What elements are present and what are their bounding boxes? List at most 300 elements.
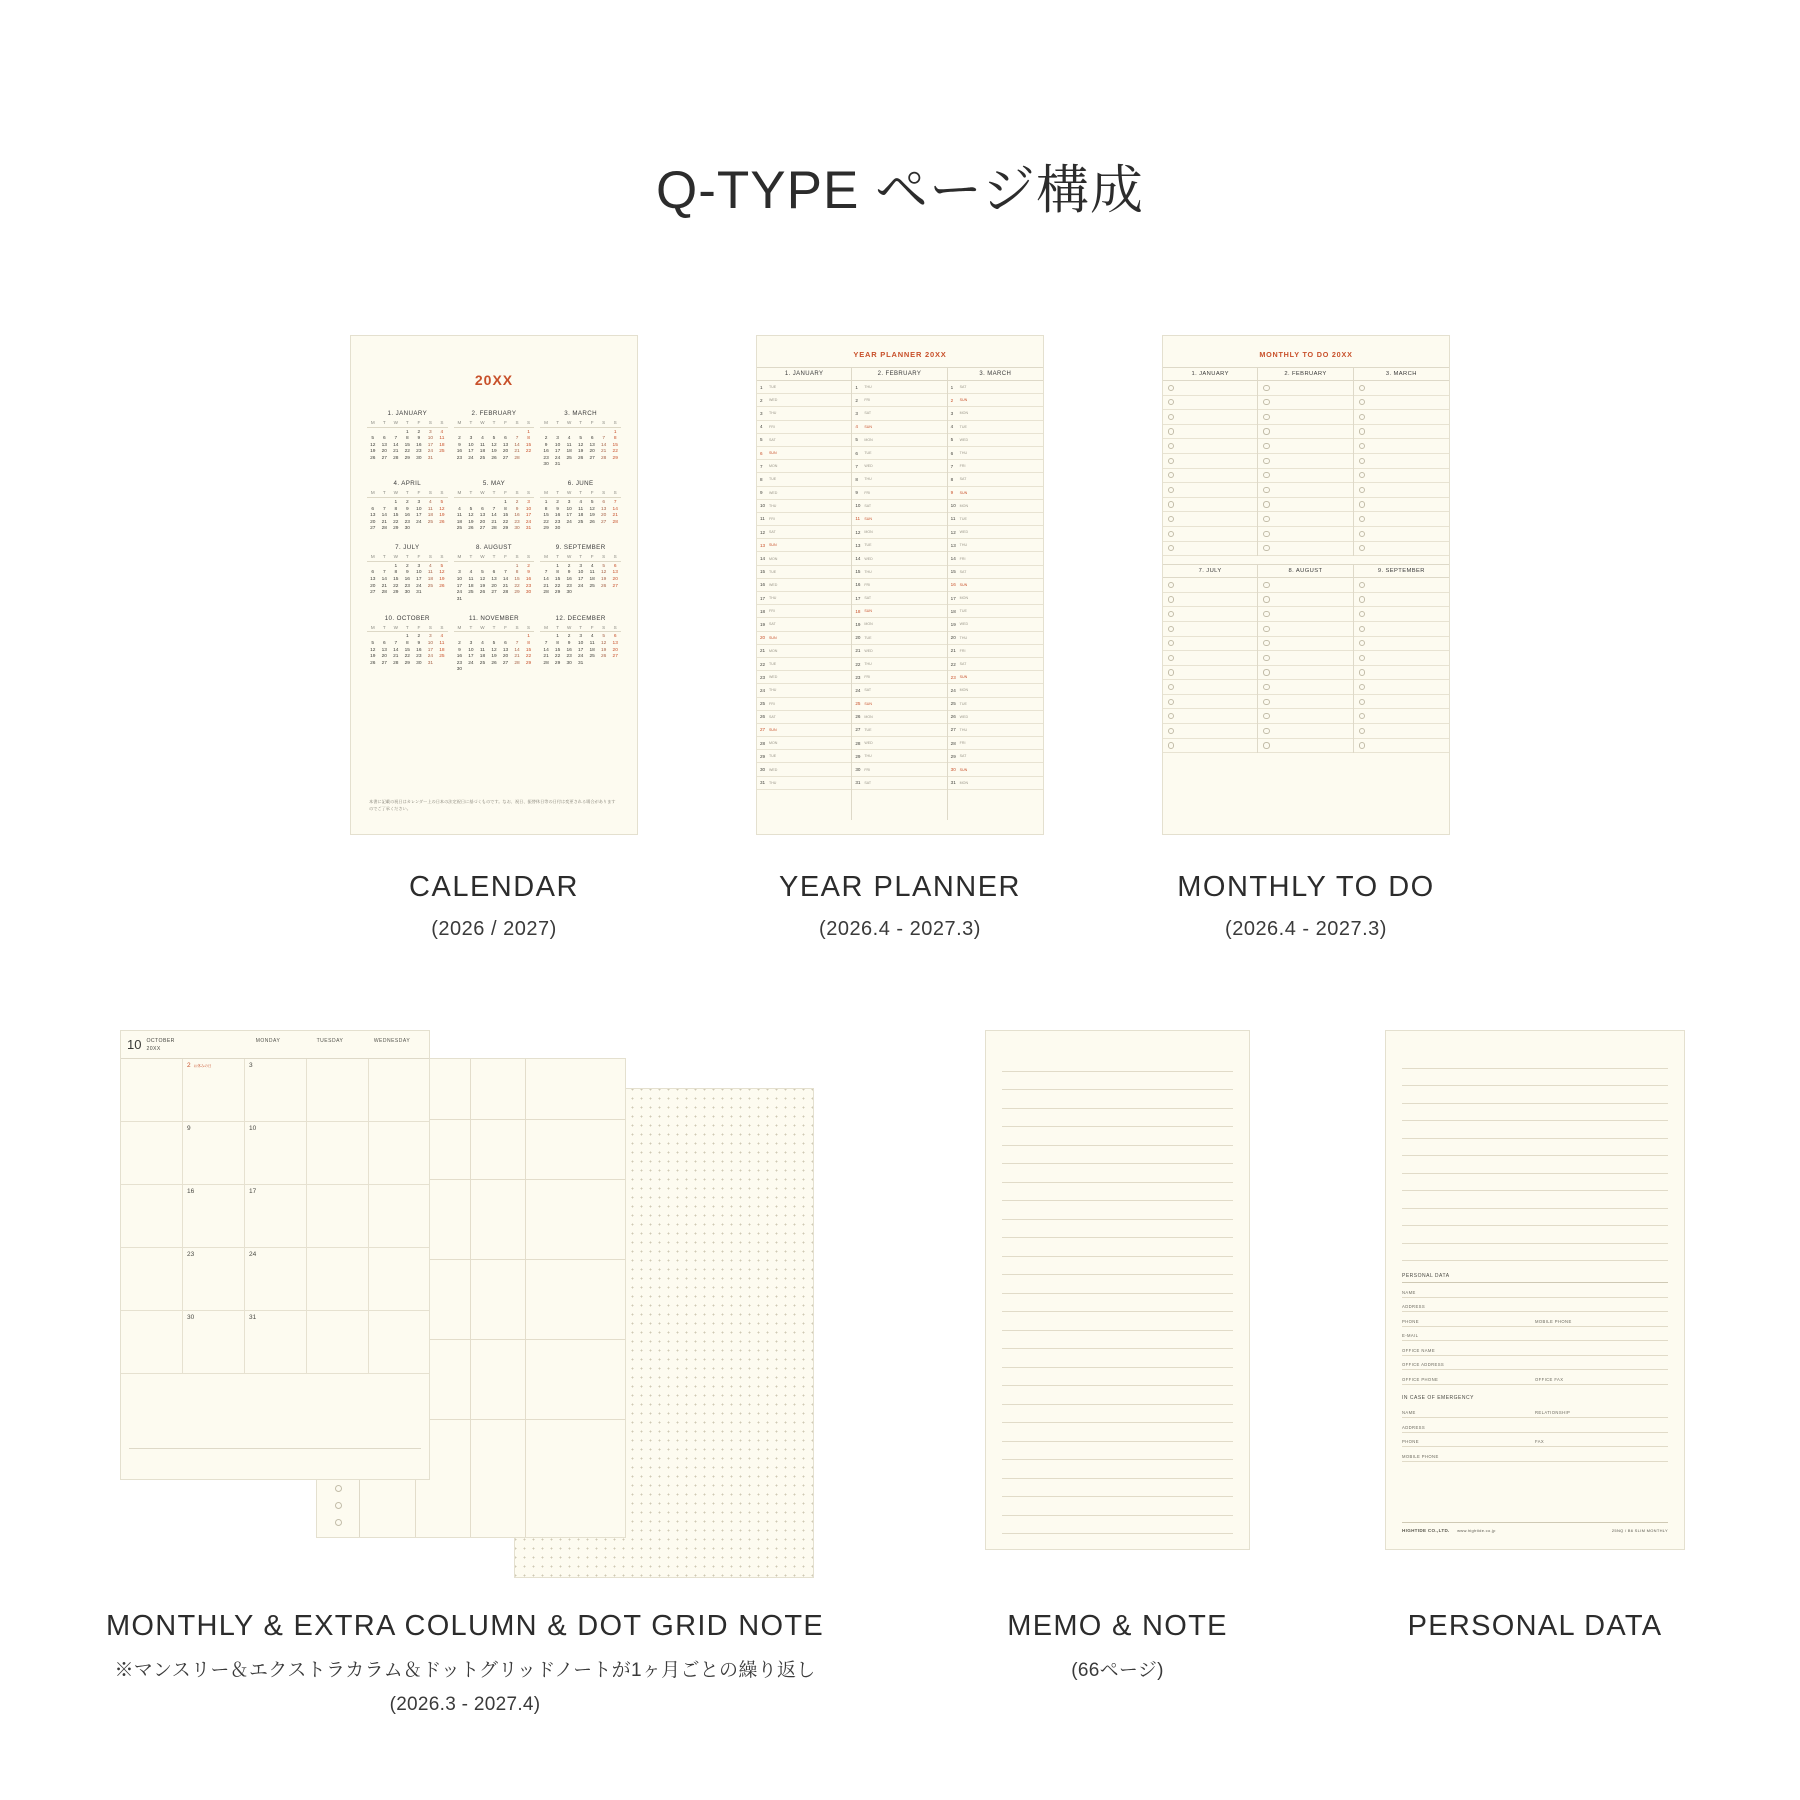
personal-data-field-label	[1535, 1348, 1668, 1353]
checkbox-circle-icon[interactable]	[1359, 611, 1365, 617]
personal-data-field-row[interactable]	[1402, 1356, 1668, 1371]
checkbox-circle-icon[interactable]	[1359, 669, 1365, 675]
monthly-todo-column	[1354, 381, 1449, 556]
monthly-day-cell[interactable]: 3	[245, 1059, 307, 1121]
checkbox-circle-icon[interactable]	[1359, 472, 1365, 478]
checkbox-circle-icon[interactable]	[1168, 472, 1174, 478]
monthly-todo-line[interactable]	[1163, 498, 1257, 513]
year-planner-row: 11 TUE	[948, 513, 1043, 526]
year-planner-row: 1 SAT	[948, 381, 1043, 394]
monthly-todo-line[interactable]	[1163, 512, 1257, 527]
personal-data-rule-line[interactable]	[1402, 1121, 1668, 1139]
checkbox-circle-icon[interactable]	[1359, 399, 1365, 405]
monthly-todo-line[interactable]	[1258, 454, 1352, 469]
personal-data-field-row[interactable]	[1402, 1283, 1668, 1298]
personal-data-rule-line[interactable]	[1402, 1244, 1668, 1262]
mini-month-name: 12. DECEMBER	[555, 614, 606, 622]
monthly-todo-line[interactable]	[1258, 527, 1352, 542]
personal-data-rule-line[interactable]	[1402, 1139, 1668, 1157]
footer-product-code: 25NQ / B6 SLIM MONTHLY	[1611, 1528, 1668, 1533]
monthly-todo-line[interactable]	[1354, 593, 1449, 608]
year-planner-row: 25 SUN	[852, 698, 946, 711]
monthly-todo-line[interactable]	[1258, 381, 1352, 396]
checkbox-circle-icon[interactable]	[1168, 611, 1174, 617]
personal-data-page-preview	[1385, 1030, 1685, 1550]
personal-data-top-rules	[1386, 1031, 1684, 1261]
monthly-todo-line[interactable]	[1258, 512, 1352, 527]
monthly-todo-line[interactable]	[1354, 651, 1449, 666]
subcaption-monthly-extra-dot: ※マンスリー＆エクストラカラム＆ドットグリッドノートが1ヶ月ごとの繰り返し	[114, 1660, 816, 1681]
monthly-todo-line[interactable]	[1354, 483, 1449, 498]
monthly-todo-line[interactable]	[1258, 666, 1352, 681]
monthly-todo-line[interactable]	[1258, 739, 1352, 754]
monthly-todo-line[interactable]	[1163, 483, 1257, 498]
memo-rule-line[interactable]	[1002, 1460, 1233, 1479]
year-planner-row: 20 TUE	[852, 632, 946, 645]
checkbox-circle-icon[interactable]	[1168, 713, 1174, 719]
monthly-todo-line[interactable]	[1354, 512, 1449, 527]
monthly-todo-line[interactable]	[1163, 666, 1257, 681]
memo-rule-line[interactable]	[1002, 1516, 1233, 1535]
monthly-todo-line[interactable]	[1163, 709, 1257, 724]
monthly-todo-line[interactable]	[1354, 381, 1449, 396]
monthly-week-row	[121, 1059, 429, 1122]
mini-month-name: 8. AUGUST	[476, 544, 512, 552]
monthly-day-cell[interactable]: 10	[245, 1122, 307, 1184]
personal-data-field-label	[1535, 1425, 1668, 1430]
checkbox-circle-icon[interactable]	[1359, 684, 1365, 690]
monthly-day-cell[interactable]	[369, 1059, 430, 1121]
checkbox-circle-icon[interactable]	[1263, 713, 1269, 719]
checkbox-circle-icon[interactable]	[1263, 742, 1269, 748]
monthly-todo-line[interactable]	[1354, 680, 1449, 695]
year-planner-row: 31 MON	[948, 777, 1043, 790]
memo-rule-line[interactable]	[1002, 1312, 1233, 1331]
monthly-todo-line[interactable]	[1354, 425, 1449, 440]
monthly-todo-header-row	[1163, 564, 1449, 578]
monthly-day-cell[interactable]: 30	[183, 1311, 245, 1373]
checkbox-circle-icon[interactable]	[335, 1537, 342, 1538]
memo-rule-line[interactable]	[1002, 1220, 1233, 1239]
personal-data-field-label: OFFICE ADDRESS	[1402, 1362, 1445, 1367]
memo-rule-line[interactable]	[1002, 1164, 1233, 1183]
monthly-day-cell[interactable]: 2 お休みの日	[183, 1059, 245, 1121]
monthly-todo-line[interactable]	[1258, 578, 1352, 593]
monthly-todo-line[interactable]	[1258, 410, 1352, 425]
year-planner-row: 23 SUN	[948, 671, 1043, 684]
monthly-todo-line[interactable]	[1354, 542, 1449, 557]
monthly-todo-line[interactable]	[1163, 622, 1257, 637]
personal-data-rule-line[interactable]	[1402, 1209, 1668, 1227]
personal-data-rule-line[interactable]	[1402, 1226, 1668, 1244]
personal-data-rule-line[interactable]	[1402, 1086, 1668, 1104]
monthly-todo-line[interactable]	[1163, 695, 1257, 710]
checkbox-circle-icon[interactable]	[1359, 531, 1365, 537]
monthly-day-cell[interactable]	[369, 1311, 430, 1373]
memo-rule-line[interactable]	[1002, 1109, 1233, 1128]
monthly-todo-line[interactable]	[1258, 637, 1352, 652]
monthly-todo-line[interactable]	[1354, 695, 1449, 710]
checkbox-circle-icon[interactable]	[1168, 596, 1174, 602]
personal-data-field-row[interactable]	[1402, 1370, 1668, 1385]
checkbox-circle-icon[interactable]	[1263, 626, 1269, 632]
monthly-todo-line[interactable]	[1354, 739, 1449, 754]
personal-data-field-label	[1535, 1362, 1668, 1367]
monthly-todo-line[interactable]	[1354, 637, 1449, 652]
monthly-todo-line[interactable]	[1163, 396, 1257, 411]
personal-data-field-row[interactable]	[1402, 1341, 1668, 1356]
checkbox-circle-icon[interactable]	[1263, 640, 1269, 646]
checkbox-circle-icon[interactable]	[1359, 443, 1365, 449]
monthly-todo-line[interactable]	[1354, 396, 1449, 411]
memo-rule-line[interactable]	[1002, 1405, 1233, 1424]
monthly-day-cell[interactable]: 16	[183, 1185, 245, 1247]
checkbox-circle-icon[interactable]	[1263, 531, 1269, 537]
checkbox-circle-icon[interactable]	[1263, 487, 1269, 493]
memo-rule-line[interactable]	[1002, 1127, 1233, 1146]
year-planner-row: 20 THU	[948, 632, 1043, 645]
checkbox-circle-icon[interactable]	[1359, 385, 1365, 391]
memo-rule-line[interactable]	[1002, 1534, 1233, 1550]
monthly-day-cell[interactable]: 9	[183, 1122, 245, 1184]
monthly-todo-line[interactable]	[1354, 498, 1449, 513]
checkbox-circle-icon[interactable]	[1359, 655, 1365, 661]
monthly-todo-line[interactable]	[1163, 578, 1257, 593]
monthly-todo-line[interactable]	[1354, 666, 1449, 681]
monthly-day-cell[interactable]: 17	[245, 1185, 307, 1247]
mini-month	[454, 480, 535, 531]
monthly-todo-line[interactable]	[1258, 425, 1352, 440]
monthly-day-cell[interactable]: 23	[183, 1248, 245, 1310]
page-title: Q-TYPE ページ構成	[656, 161, 1144, 220]
checkbox-circle-icon[interactable]	[1168, 655, 1174, 661]
memo-rule-line[interactable]	[1002, 1275, 1233, 1294]
mini-month-dow: M T W T F S S	[454, 420, 535, 428]
checkbox-circle-icon[interactable]	[1359, 501, 1365, 507]
checkbox-circle-icon[interactable]	[1263, 414, 1269, 420]
monthly-day-cell[interactable]: 31	[245, 1311, 307, 1373]
monthly-todo-line[interactable]	[1258, 483, 1352, 498]
checkbox-circle-icon[interactable]	[1359, 699, 1365, 705]
monthly-todo-line[interactable]	[1163, 425, 1257, 440]
monthly-todo-line[interactable]	[1258, 709, 1352, 724]
year-planner-row: 29 TUE	[757, 750, 851, 763]
memo-rule-line[interactable]	[1002, 1090, 1233, 1109]
monthly-todo-line[interactable]	[1163, 637, 1257, 652]
checkbox-circle-icon[interactable]	[1263, 458, 1269, 464]
monthly-todo-line[interactable]	[1163, 593, 1257, 608]
monthly-day-cell[interactable]	[369, 1248, 430, 1310]
row-top	[0, 335, 1800, 955]
year-planner-row: 2 FRI	[852, 394, 946, 407]
checkbox-circle-icon[interactable]	[1168, 626, 1174, 632]
monthly-todo-line[interactable]	[1354, 439, 1449, 454]
year-planner-row: 10 THU	[757, 500, 851, 513]
checkbox-circle-icon[interactable]	[1359, 545, 1365, 551]
monthly-todo-line[interactable]	[1354, 607, 1449, 622]
monthly-todo-line[interactable]	[1354, 709, 1449, 724]
checkbox-circle-icon[interactable]	[1263, 669, 1269, 675]
checkbox-circle-icon[interactable]	[1359, 487, 1365, 493]
checkbox-circle-icon[interactable]	[1263, 472, 1269, 478]
personal-data-field-row[interactable]	[1402, 1418, 1668, 1433]
checkbox-circle-icon[interactable]	[1168, 458, 1174, 464]
checkbox-circle-icon[interactable]	[1359, 414, 1365, 420]
checkbox-circle-icon[interactable]	[1263, 385, 1269, 391]
caption-monthly-extra-dot-wrap	[0, 1610, 930, 1716]
monthly-todo-line[interactable]	[1258, 724, 1352, 739]
checkbox-circle-icon[interactable]	[1168, 414, 1174, 420]
year-planner-row: 15 TUE	[757, 566, 851, 579]
monthly-todo-line[interactable]	[1354, 469, 1449, 484]
year-planner-row: 27 SUN	[757, 724, 851, 737]
memo-rule-line[interactable]	[1002, 1183, 1233, 1202]
mini-month	[367, 615, 448, 672]
monthly-todo-line[interactable]	[1163, 469, 1257, 484]
personal-data-field-label: FAX	[1535, 1439, 1545, 1444]
checkbox-circle-icon[interactable]	[1263, 545, 1269, 551]
monthly-todo-line[interactable]	[1258, 542, 1352, 557]
checkbox-circle-icon[interactable]	[1168, 545, 1174, 551]
checkbox-circle-icon[interactable]	[1359, 728, 1365, 734]
checkbox-circle-icon[interactable]	[1359, 516, 1365, 522]
personal-data-field-label	[1535, 1333, 1668, 1338]
mini-month-name: 4. APRIL	[393, 480, 422, 488]
personal-data-field-label: NAME	[1402, 1410, 1416, 1415]
subcaption-monthly-todo: (2026.4 - 2027.3)	[1225, 918, 1387, 940]
monthly-todo-line[interactable]	[1258, 680, 1352, 695]
memo-rule-line[interactable]	[1002, 1257, 1233, 1276]
checkbox-circle-icon[interactable]	[1168, 684, 1174, 690]
personal-data-rule-line[interactable]	[1402, 1174, 1668, 1192]
monthly-day-cell[interactable]	[369, 1185, 430, 1247]
year-planner-row: 9 SUN	[948, 487, 1043, 500]
monthly-todo-line[interactable]	[1163, 381, 1257, 396]
monthly-todo-line[interactable]	[1354, 454, 1449, 469]
year-planner-row: 7 MON	[757, 460, 851, 473]
personal-data-rule-line[interactable]	[1402, 1156, 1668, 1174]
memo-rule-line[interactable]	[1002, 1442, 1233, 1461]
year-planner-row: 3 MON	[948, 407, 1043, 420]
monthly-day-cell[interactable]	[307, 1248, 369, 1310]
personal-data-field-row[interactable]	[1402, 1298, 1668, 1313]
monthly-todo-line[interactable]	[1163, 680, 1257, 695]
mini-month-name: 1. JANUARY	[387, 410, 428, 417]
checkbox-circle-icon[interactable]	[1263, 655, 1269, 661]
year-planner-row: 1 TUE	[757, 381, 851, 394]
checkbox-circle-icon[interactable]	[1263, 516, 1269, 522]
monthly-day-cell[interactable]: 24	[245, 1248, 307, 1310]
footer-brand: HIGHTIDE CO.,LTD.	[1402, 1528, 1450, 1533]
personal-data-field-label: PHONE	[1402, 1318, 1419, 1324]
checkbox-circle-icon[interactable]	[1263, 699, 1269, 705]
year-planner-row: 14 FRI	[948, 552, 1043, 565]
monthly-day-note: お休みの日	[193, 1063, 212, 1068]
checkbox-circle-icon[interactable]	[1359, 582, 1365, 588]
checkbox-circle-icon[interactable]	[1359, 640, 1365, 646]
monthly-day-cell[interactable]	[307, 1059, 369, 1121]
checkbox-circle-icon[interactable]	[1168, 699, 1174, 705]
personal-data-field-row[interactable]	[1402, 1447, 1668, 1462]
monthly-todo-line[interactable]	[1354, 578, 1449, 593]
monthly-todo-line[interactable]	[1258, 695, 1352, 710]
monthly-day-cell[interactable]	[307, 1311, 369, 1373]
personal-data-field-row[interactable]	[1402, 1312, 1668, 1327]
personal-data-rule-line[interactable]	[1402, 1191, 1668, 1209]
monthly-day-cell[interactable]	[369, 1122, 430, 1184]
mini-month-dow: M T W T F S S	[454, 490, 535, 498]
monthly-todo-line[interactable]	[1163, 410, 1257, 425]
monthly-todo-column	[1258, 381, 1353, 556]
checkbox-circle-icon[interactable]	[335, 1485, 342, 1492]
checkbox-circle-icon[interactable]	[1263, 728, 1269, 734]
memo-rule-line[interactable]	[1002, 1423, 1233, 1442]
monthly-todo-line[interactable]	[1354, 527, 1449, 542]
checkbox-circle-icon[interactable]	[1359, 626, 1365, 632]
checkbox-circle-icon[interactable]	[1168, 516, 1174, 522]
year-planner-row: 17 MON	[948, 592, 1043, 605]
checkbox-circle-icon[interactable]	[1359, 458, 1365, 464]
checkbox-circle-icon[interactable]	[1263, 443, 1269, 449]
monthly-todo-line[interactable]	[1163, 439, 1257, 454]
memo-rule-line[interactable]	[1002, 1331, 1233, 1350]
year-planner-row: 5 WED	[948, 434, 1043, 447]
memo-rule-line[interactable]	[1002, 1238, 1233, 1257]
monthly-todo-column	[1354, 578, 1449, 753]
monthly-todo-line[interactable]	[1163, 607, 1257, 622]
year-planner-row: 21 WED	[852, 645, 946, 658]
checkbox-circle-icon[interactable]	[1359, 596, 1365, 602]
year-planner-row: 27 TUE	[852, 724, 946, 737]
memo-rule-line[interactable]	[1002, 1497, 1233, 1516]
mini-month-dow: M T W T F S S	[540, 490, 621, 498]
checkbox-circle-icon[interactable]	[1168, 669, 1174, 675]
memo-rule-line[interactable]	[1002, 1201, 1233, 1220]
monthly-year-label: 20XX	[146, 1045, 161, 1052]
checkbox-circle-icon[interactable]	[1359, 742, 1365, 748]
monthly-todo-line[interactable]	[1163, 724, 1257, 739]
year-planner-row: 6 TUE	[852, 447, 946, 460]
monthly-todo-line[interactable]	[1354, 622, 1449, 637]
year-planner-row: 4 FRI	[757, 421, 851, 434]
year-planner-row: 15 THU	[852, 566, 946, 579]
monthly-day-cell[interactable]	[307, 1122, 369, 1184]
checkbox-circle-icon[interactable]	[1168, 742, 1174, 748]
year-planner-row: 17 SAT	[852, 592, 946, 605]
memo-rule-line[interactable]	[1002, 1053, 1233, 1072]
monthly-todo-line[interactable]	[1354, 724, 1449, 739]
monthly-todo-line[interactable]	[1354, 410, 1449, 425]
checkbox-circle-icon[interactable]	[1168, 428, 1174, 434]
memo-rule-line[interactable]	[1002, 1294, 1233, 1313]
checkbox-circle-icon[interactable]	[1263, 582, 1269, 588]
checkbox-circle-icon[interactable]	[1168, 728, 1174, 734]
monthly-day-headers	[237, 1038, 423, 1044]
monthly-todo-line[interactable]	[1258, 607, 1352, 622]
checkbox-circle-icon[interactable]	[1263, 399, 1269, 405]
monthly-todo-line[interactable]	[1258, 498, 1352, 513]
personal-data-field-label: NAME	[1402, 1289, 1416, 1295]
year-planner-row: 10 MON	[948, 500, 1043, 513]
checkbox-circle-icon[interactable]	[1263, 596, 1269, 602]
mini-month-name: 7. JULY	[395, 544, 420, 552]
checkbox-circle-icon[interactable]	[1168, 399, 1174, 405]
monthly-todo-line[interactable]	[1163, 454, 1257, 469]
personal-data-field-label: ADDRESS	[1402, 1304, 1426, 1309]
monthly-todo-line[interactable]	[1163, 651, 1257, 666]
mini-month	[454, 410, 535, 467]
personal-data-field-row[interactable]	[1402, 1327, 1668, 1342]
checkbox-circle-icon[interactable]	[1263, 501, 1269, 507]
year-planner-row: 17 THU	[757, 592, 851, 605]
personal-data-field-row[interactable]	[1402, 1433, 1668, 1448]
checkbox-circle-icon[interactable]	[1359, 713, 1365, 719]
monthly-todo-line[interactable]	[1163, 739, 1257, 754]
checkbox-circle-icon[interactable]	[335, 1519, 342, 1526]
memo-rules	[986, 1031, 1249, 1550]
monthly-todo-line[interactable]	[1258, 469, 1352, 484]
memo-rule-line[interactable]	[1002, 1479, 1233, 1498]
checkbox-circle-icon[interactable]	[1168, 501, 1174, 507]
monthly-todo-line[interactable]	[1258, 651, 1352, 666]
personal-data-rule-line[interactable]	[1402, 1069, 1668, 1087]
memo-rule-line[interactable]	[1002, 1072, 1233, 1091]
checkbox-circle-icon[interactable]	[1263, 611, 1269, 617]
checkbox-circle-icon[interactable]	[335, 1502, 342, 1509]
year-planner-row: 18 TUE	[948, 605, 1043, 618]
memo-rule-line[interactable]	[1002, 1368, 1233, 1387]
monthly-todo-line[interactable]	[1258, 593, 1352, 608]
year-planner-row: 3 THU	[757, 407, 851, 420]
monthly-todo-line[interactable]	[1258, 396, 1352, 411]
checkbox-circle-icon[interactable]	[1168, 640, 1174, 646]
year-planner-columns	[757, 367, 1043, 820]
checkbox-circle-icon[interactable]	[1168, 443, 1174, 449]
year-planner-row: 28 WED	[852, 737, 946, 750]
year-planner-row: 15 SAT	[948, 566, 1043, 579]
checkbox-circle-icon[interactable]	[1359, 428, 1365, 434]
checkbox-circle-icon[interactable]	[1263, 428, 1269, 434]
monthly-todo-title: MONTHLY TO DO 20XX	[1259, 350, 1353, 359]
checkbox-circle-icon[interactable]	[1168, 385, 1174, 391]
monthly-todo-line[interactable]	[1163, 527, 1257, 542]
year-planner-column-header: 3. MARCH	[948, 368, 1043, 381]
year-planner-row: 3 SAT	[852, 407, 946, 420]
personal-data-rule-line[interactable]	[1402, 1051, 1668, 1069]
personal-data-rule-line[interactable]	[1402, 1104, 1668, 1122]
memo-rule-line[interactable]	[1002, 1146, 1233, 1165]
monthly-todo-column-header: 7. JULY	[1163, 565, 1258, 577]
personal-data-field-row[interactable]	[1402, 1404, 1668, 1419]
personal-data-fields	[1402, 1283, 1668, 1385]
checkbox-circle-icon[interactable]	[1263, 684, 1269, 690]
monthly-day-cell[interactable]	[307, 1185, 369, 1247]
monthly-todo-column-header: 1. JANUARY	[1163, 368, 1258, 380]
monthly-week-label-cell	[121, 1248, 183, 1310]
mini-month	[454, 615, 535, 672]
caption-calendar: CALENDAR	[409, 871, 579, 903]
memo-rule-line[interactable]	[1002, 1386, 1233, 1405]
monthly-todo-line[interactable]	[1258, 439, 1352, 454]
checkbox-circle-icon[interactable]	[1168, 582, 1174, 588]
monthly-todo-line[interactable]	[1163, 542, 1257, 557]
calendar-page-preview	[350, 335, 638, 835]
personal-data-footer	[1402, 1522, 1668, 1533]
checkbox-circle-icon[interactable]	[1168, 487, 1174, 493]
monthly-todo-line[interactable]	[1258, 622, 1352, 637]
memo-rule-line[interactable]	[1002, 1349, 1233, 1368]
checkbox-circle-icon[interactable]	[1168, 531, 1174, 537]
